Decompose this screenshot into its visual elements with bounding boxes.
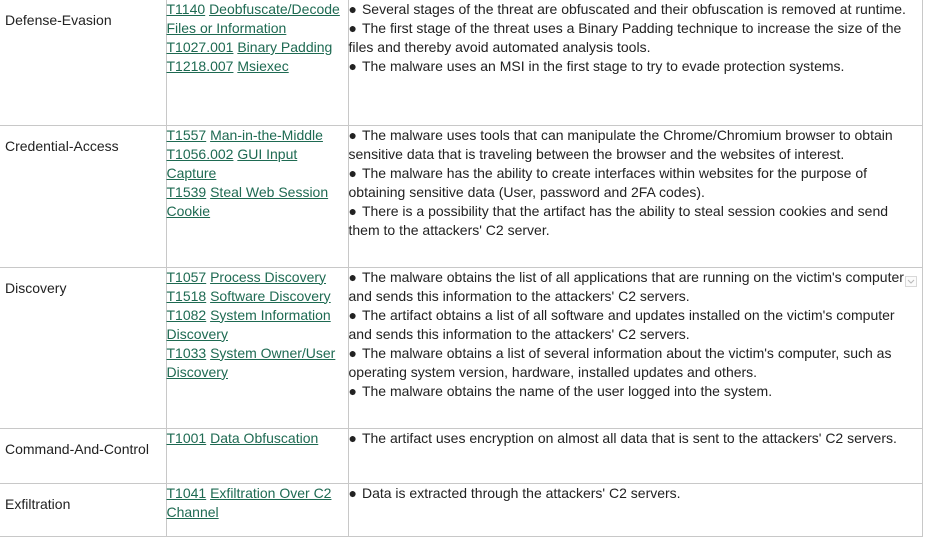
bullet-icon: ● (348, 268, 357, 285)
description-cell (348, 125, 922, 267)
description-bullet (349, 344, 922, 382)
description-bullet (349, 306, 922, 344)
description-cell (348, 428, 922, 483)
technique-id-link[interactable]: T1140 (166, 1, 206, 17)
description-text: Data is extracted through the attackers' C2 servers. (361, 484, 681, 501)
technique-entry (167, 484, 348, 522)
description-text: The first stage of the threat uses a Binary Padding technique to increase the size of the files and thereby avoid automated analysis tools. (348, 20, 902, 55)
description-bullet (349, 202, 922, 240)
description-text: There is a possibility that the artifact has the ability to steal session cookies and send them to the attackers' C2 server. (348, 202, 889, 238)
description-bullet (349, 429, 922, 448)
chevron-down-icon (906, 277, 916, 286)
technique-name-link[interactable]: Software Discovery (210, 287, 331, 304)
technique-id-link[interactable]: T1057 (166, 268, 207, 285)
technique-id-link[interactable]: T1539 (166, 183, 207, 200)
technique-entry (167, 145, 348, 183)
bullet-icon: ● (348, 429, 357, 446)
tactic-cell (0, 428, 166, 483)
technique-name-link[interactable]: Deobfuscate/Decode Files or Information (166, 1, 340, 36)
technique-id-link[interactable]: T1033 (166, 344, 207, 361)
description-bullet (349, 0, 922, 19)
technique-name-link[interactable]: Steal Web Session Cookie (166, 183, 329, 219)
technique-entry (167, 57, 348, 76)
description-text: Several stages of the threat are obfuscated and their obfuscation is removed at runtime. (361, 1, 906, 17)
technique-name-link[interactable]: System Owner/User Discovery (166, 344, 336, 380)
description-text: The artifact uses encryption on almost all data that is sent to the attackers' C2 servers. (361, 429, 897, 446)
description-bullet (349, 57, 922, 76)
technique-entry (167, 0, 348, 38)
description-text: The malware obtains the list of all applications that are running on the victim's computer and sends this information to the attackers' C2 servers. (348, 268, 904, 304)
bullet-icon: ● (348, 306, 357, 323)
description-cell (348, 0, 922, 125)
description-cell (348, 267, 922, 428)
bullet-icon: ● (348, 382, 357, 399)
tactic-cell (0, 267, 166, 428)
description-bullet (349, 268, 922, 306)
filter-dropdown-button[interactable] (905, 276, 917, 287)
description-text: The malware uses tools that can manipulate the Chrome/Chromium browser to obtain sensitive data that is traveling between the browser and the websites of interest. (348, 126, 893, 162)
technique-id-link[interactable]: T1056.002 (166, 145, 234, 162)
description-bullet (349, 484, 922, 503)
techniques-cell (166, 0, 348, 125)
description-text: The artifact obtains a list of all software and updates installed on the victim's computer and sends this information to the attackers' C2 servers. (348, 306, 895, 342)
technique-name-link[interactable]: System Information Discovery (166, 306, 331, 342)
technique-id-link[interactable]: T1518 (166, 287, 207, 304)
techniques-cell (166, 428, 348, 483)
tactic-name: Discovery (5, 279, 67, 296)
description-bullet (349, 164, 922, 202)
technique-entry (167, 126, 348, 145)
description-text: The malware has the ability to create interfaces within websites for the purpose of obtaining sensitive data (User, password and 2FA codes). (348, 164, 868, 200)
technique-id-link[interactable]: T1557 (166, 126, 207, 143)
tactic-name: Credential-Access (5, 137, 119, 154)
technique-entry (167, 287, 348, 306)
technique-name-link[interactable]: Exfiltration Over C2 Channel (166, 484, 332, 520)
technique-id-link[interactable]: T1001 (166, 429, 207, 446)
technique-entry (167, 38, 348, 57)
technique-name-link[interactable]: Data Obfuscation (210, 429, 319, 446)
bullet-icon: ● (348, 202, 357, 219)
table-row (0, 125, 922, 267)
description-text: The malware obtains the name of the user logged into the system. (361, 382, 773, 399)
table-row (0, 267, 922, 428)
technique-id-link[interactable]: T1027.001 (166, 39, 234, 55)
techniques-cell (166, 125, 348, 267)
technique-name-link[interactable]: GUI Input Capture (166, 145, 298, 181)
technique-entry (167, 268, 348, 287)
description-text: The malware uses an MSI in the first stage to try to evade protection systems. (361, 58, 845, 74)
techniques-cell (166, 267, 348, 428)
bullet-icon: ● (348, 344, 357, 361)
tactic-cell (0, 483, 166, 536)
technique-id-link[interactable]: T1218.007 (166, 58, 234, 74)
description-text: The malware obtains a list of several information about the victim's computer, such as operating system version, hardware, installed updates and others. (348, 344, 892, 380)
tactic-cell (0, 0, 166, 125)
tactic-name: Command-And-Control (5, 440, 149, 457)
description-bullet (349, 382, 922, 401)
bullet-icon: ● (348, 126, 357, 143)
technique-name-link[interactable]: Man-in-the-Middle (210, 126, 323, 143)
description-bullet (349, 19, 922, 57)
technique-name-link[interactable]: Binary Padding (237, 39, 333, 55)
description-cell (348, 483, 922, 536)
technique-entry (167, 183, 348, 221)
techniques-cell (166, 483, 348, 536)
technique-name-link[interactable]: Process Discovery (210, 268, 327, 285)
table-row (0, 483, 922, 536)
tactic-name: Exfiltration (5, 495, 71, 512)
technique-entry (167, 429, 348, 448)
table-row (0, 0, 922, 125)
bullet-icon: ● (348, 58, 357, 74)
technique-entry (167, 306, 348, 344)
bullet-icon: ● (348, 484, 357, 501)
bullet-icon: ● (348, 164, 357, 181)
bullet-icon: ● (348, 1, 357, 17)
bullet-icon: ● (348, 20, 357, 36)
tactic-cell (0, 125, 166, 267)
technique-id-link[interactable]: T1082 (166, 306, 207, 323)
tactic-name: Defense-Evasion (5, 12, 112, 28)
technique-entry (167, 344, 348, 382)
technique-id-link[interactable]: T1041 (166, 484, 207, 501)
table-row (0, 428, 922, 483)
description-bullet (349, 126, 922, 164)
technique-name-link[interactable]: Msiexec (237, 58, 289, 74)
